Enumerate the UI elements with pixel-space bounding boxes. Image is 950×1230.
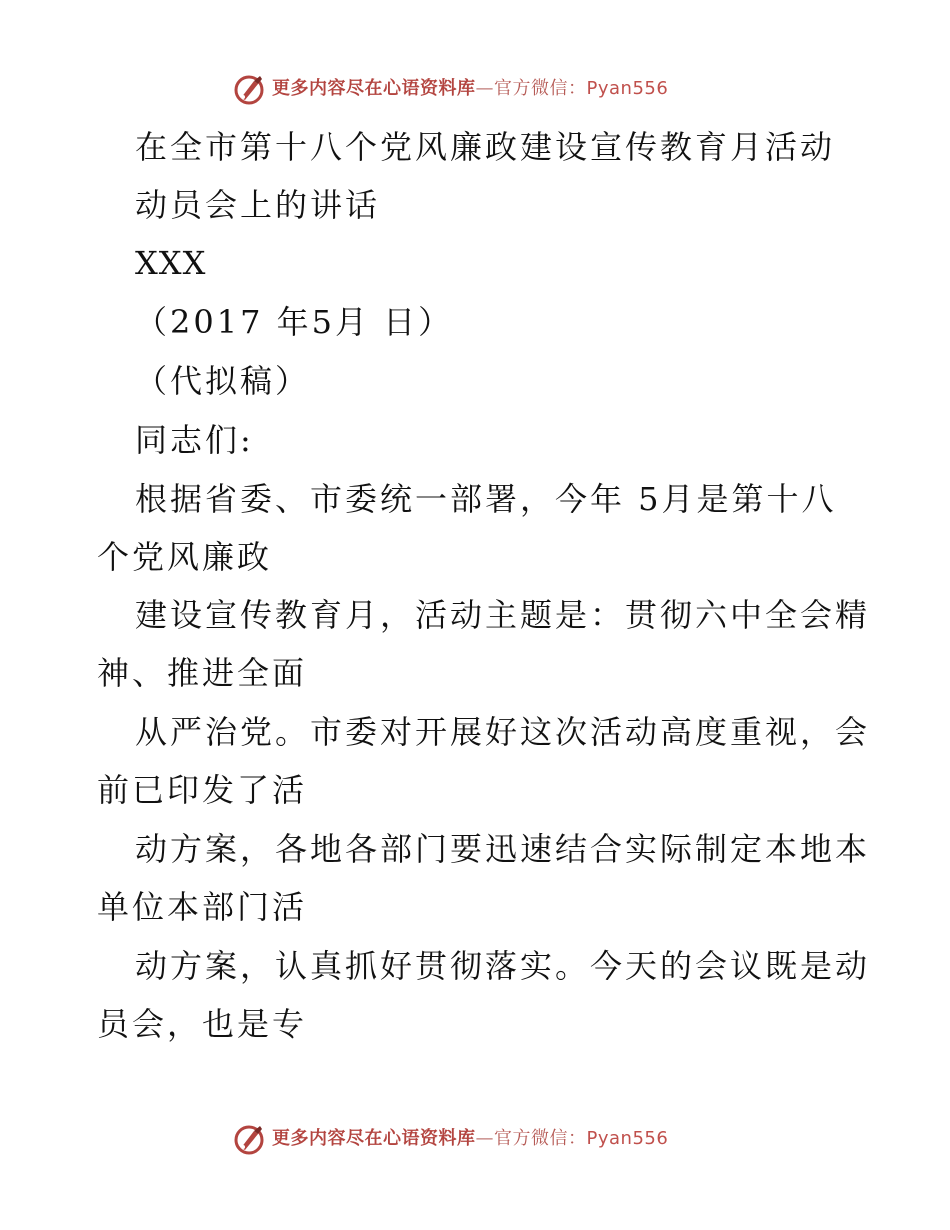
- body-line: 从严治党。市委对开展好这次活动高度重视，会: [135, 713, 871, 751]
- banner-wechat-id: Pyan556: [586, 78, 669, 99]
- author-name: XXX: [135, 244, 207, 282]
- footer-watermark-banner: [0, 1120, 950, 1160]
- date-line: （2017 年5月 日）: [135, 303, 454, 341]
- body-line: 员会，也是专: [97, 1005, 308, 1043]
- body-line: 个党风廉政: [97, 538, 273, 576]
- banner-separator: —: [475, 1128, 494, 1149]
- quill-pen-logo-icon: [232, 1122, 266, 1156]
- banner-main-text: 更多内容尽在心语资料库: [272, 1128, 476, 1149]
- body-line: 单位本部门活: [97, 888, 308, 926]
- banner-label: 官方微信：: [494, 78, 587, 99]
- banner-separator: —: [475, 78, 494, 99]
- header-watermark-banner: [0, 70, 950, 110]
- body-line: 建设宣传教育月，活动主题是：贯彻六中全会精: [135, 596, 871, 634]
- body-line: 根据省委、市委统一部署，今年 5月是第十八: [135, 480, 837, 518]
- body-line: 动方案，各地各部门要迅速结合实际制定本地本: [135, 830, 871, 868]
- banner-label: 官方微信：: [494, 1128, 587, 1149]
- title-line-1: 在全市第十八个党风廉政建设宣传教育月活动: [135, 128, 836, 166]
- quill-pen-logo-icon: [232, 72, 266, 106]
- salutation: 同志们:: [135, 421, 254, 459]
- title-line-2: 动员会上的讲话: [135, 186, 381, 224]
- draft-note: （代拟稿）: [135, 362, 311, 400]
- body-line: 动方案，认真抓好贯彻落实。今天的会议既是动: [135, 947, 871, 985]
- banner-main-text: 更多内容尽在心语资料库: [272, 78, 476, 99]
- banner-wechat-id: Pyan556: [586, 1128, 669, 1149]
- body-line: 神、推进全面: [97, 654, 308, 692]
- body-line: 前已印发了活: [97, 771, 308, 809]
